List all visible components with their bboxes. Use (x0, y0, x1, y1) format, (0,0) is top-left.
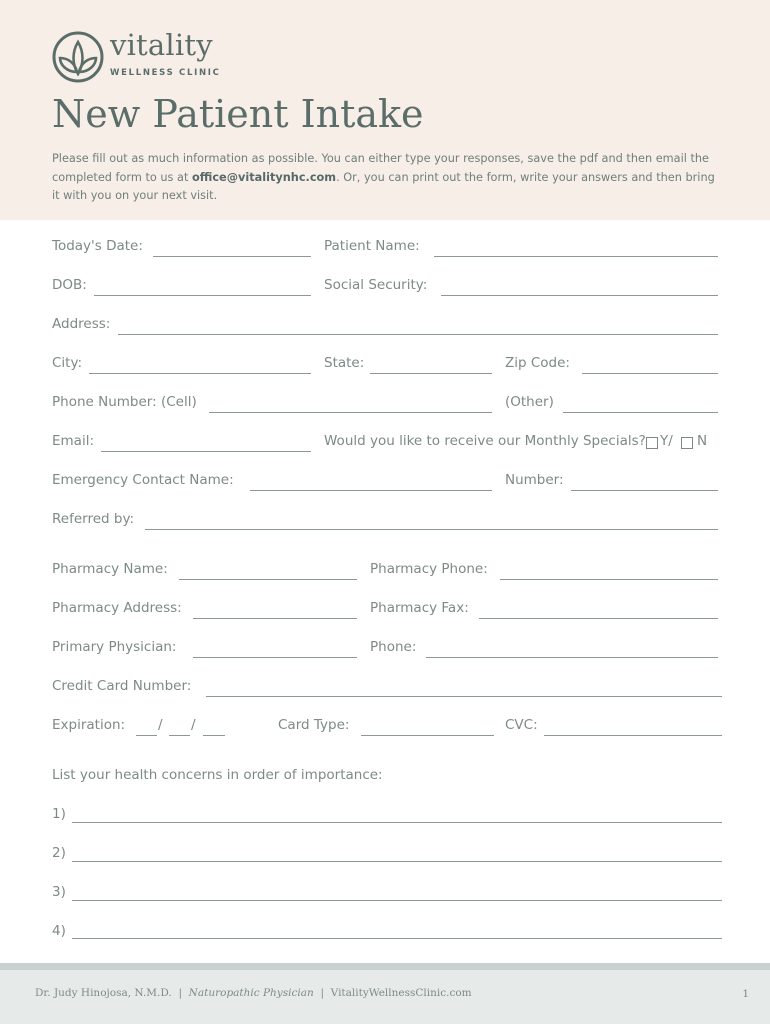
footer-separator: | (178, 987, 182, 999)
credit-card-label: Credit Card Number: (52, 678, 192, 694)
intro-text-end: . Or, you can print out the form, write your answers and then bring it with you on your next visit. (52, 170, 715, 202)
todays-date-field[interactable] (153, 256, 311, 257)
email-field[interactable] (101, 451, 311, 452)
clinic-logo (52, 30, 252, 86)
header-banner (0, 0, 770, 220)
zip-code-label: Zip Code: (505, 355, 570, 371)
email-label: Email: (52, 433, 95, 449)
physician-phone-field[interactable] (426, 657, 718, 658)
footer-doctor: Dr. Judy Hinojosa, N.M.D. (35, 987, 172, 999)
dob-field[interactable] (94, 295, 311, 296)
expiration-day-field[interactable] (169, 735, 190, 736)
pharmacy-phone-label: Pharmacy Phone: (370, 561, 488, 577)
address-label: Address: (52, 316, 111, 332)
card-type-field[interactable] (361, 735, 494, 736)
cvc-field[interactable] (544, 735, 722, 736)
leaf-logo-icon (52, 30, 104, 84)
credit-card-field[interactable] (206, 696, 722, 697)
state-label: State: (324, 355, 365, 371)
expiration-slash-1: / (158, 717, 163, 733)
page-title: New Patient Intake (52, 92, 424, 136)
concern-number: 4) (52, 923, 66, 939)
emergency-contact-label: Emergency Contact Name: (52, 472, 234, 488)
pharmacy-fax-field[interactable] (479, 618, 718, 619)
concern-number: 2) (52, 845, 66, 861)
address-field[interactable] (118, 334, 718, 335)
city-label: City: (52, 355, 83, 371)
page-number: 1 (742, 988, 749, 1000)
specials-yes-label: Y/ (660, 433, 673, 449)
social-security-field[interactable] (441, 295, 718, 296)
expiration-year-field[interactable] (203, 735, 225, 736)
primary-physician-label: Primary Physician: (52, 639, 177, 655)
card-type-label: Card Type: (278, 717, 350, 733)
specials-no-checkbox[interactable] (681, 437, 693, 449)
concern-number: 3) (52, 884, 66, 900)
concern-field-4[interactable] (72, 938, 722, 939)
concern-field-1[interactable] (72, 822, 722, 823)
emergency-number-label: Number: (505, 472, 564, 488)
referred-by-field[interactable] (145, 529, 718, 530)
expiration-month-field[interactable] (136, 735, 157, 736)
phone-cell-label: Phone Number: (Cell) (52, 394, 197, 410)
pharmacy-fax-label: Pharmacy Fax: (370, 600, 469, 616)
footer-credits (35, 987, 472, 999)
patient-name-field[interactable] (434, 256, 718, 257)
phone-cell-field[interactable] (209, 412, 492, 413)
concern-field-3[interactable] (72, 900, 722, 901)
dob-label: DOB: (52, 277, 87, 293)
phone-other-label: (Other) (505, 394, 554, 410)
health-concerns-heading: List your health concerns in order of importance: (52, 767, 383, 783)
pharmacy-name-label: Pharmacy Name: (52, 561, 168, 577)
expiration-slash-2: / (191, 717, 196, 733)
concern-number: 1) (52, 806, 66, 822)
cvc-label: CVC: (505, 717, 538, 733)
page-footer (0, 970, 770, 1024)
pharmacy-phone-field[interactable] (500, 579, 718, 580)
footer-separator: | (320, 987, 324, 999)
concern-field-2[interactable] (72, 861, 722, 862)
state-field[interactable] (370, 373, 492, 374)
intro-text (52, 150, 720, 206)
city-field[interactable] (89, 373, 311, 374)
pharmacy-address-label: Pharmacy Address: (52, 600, 182, 616)
specials-no-label: N (697, 433, 708, 449)
primary-physician-field[interactable] (193, 657, 357, 658)
zip-code-field[interactable] (582, 373, 718, 374)
monthly-specials-label: Would you like to receive our Monthly Specials? (324, 433, 646, 449)
logo-wordmark: vitality (110, 28, 213, 62)
patient-name-label: Patient Name: (324, 238, 420, 254)
physician-phone-label: Phone: (370, 639, 417, 655)
pharmacy-address-field[interactable] (193, 618, 357, 619)
footer-website: VitalityWellnessClinic.com (330, 987, 472, 999)
footer-divider (0, 963, 770, 970)
emergency-number-field[interactable] (571, 490, 718, 491)
intro-text-start: Please fill out as much information as possible. You can either type your responses, save the pdf and then email the completed form to us at (52, 152, 709, 184)
emergency-contact-field[interactable] (250, 490, 492, 491)
office-email-link[interactable]: office@vitalitynhc.com (191, 170, 337, 184)
social-security-label: Social Security: (324, 277, 428, 293)
pharmacy-name-field[interactable] (179, 579, 357, 580)
logo-subtitle: WELLNESS CLINIC (110, 68, 221, 78)
todays-date-label: Today's Date: (52, 238, 143, 254)
referred-by-label: Referred by: (52, 511, 134, 527)
specials-yes-checkbox[interactable] (646, 437, 658, 449)
footer-role: Naturopathic Physician (188, 987, 314, 999)
phone-other-field[interactable] (563, 412, 718, 413)
expiration-label: Expiration: (52, 717, 126, 733)
